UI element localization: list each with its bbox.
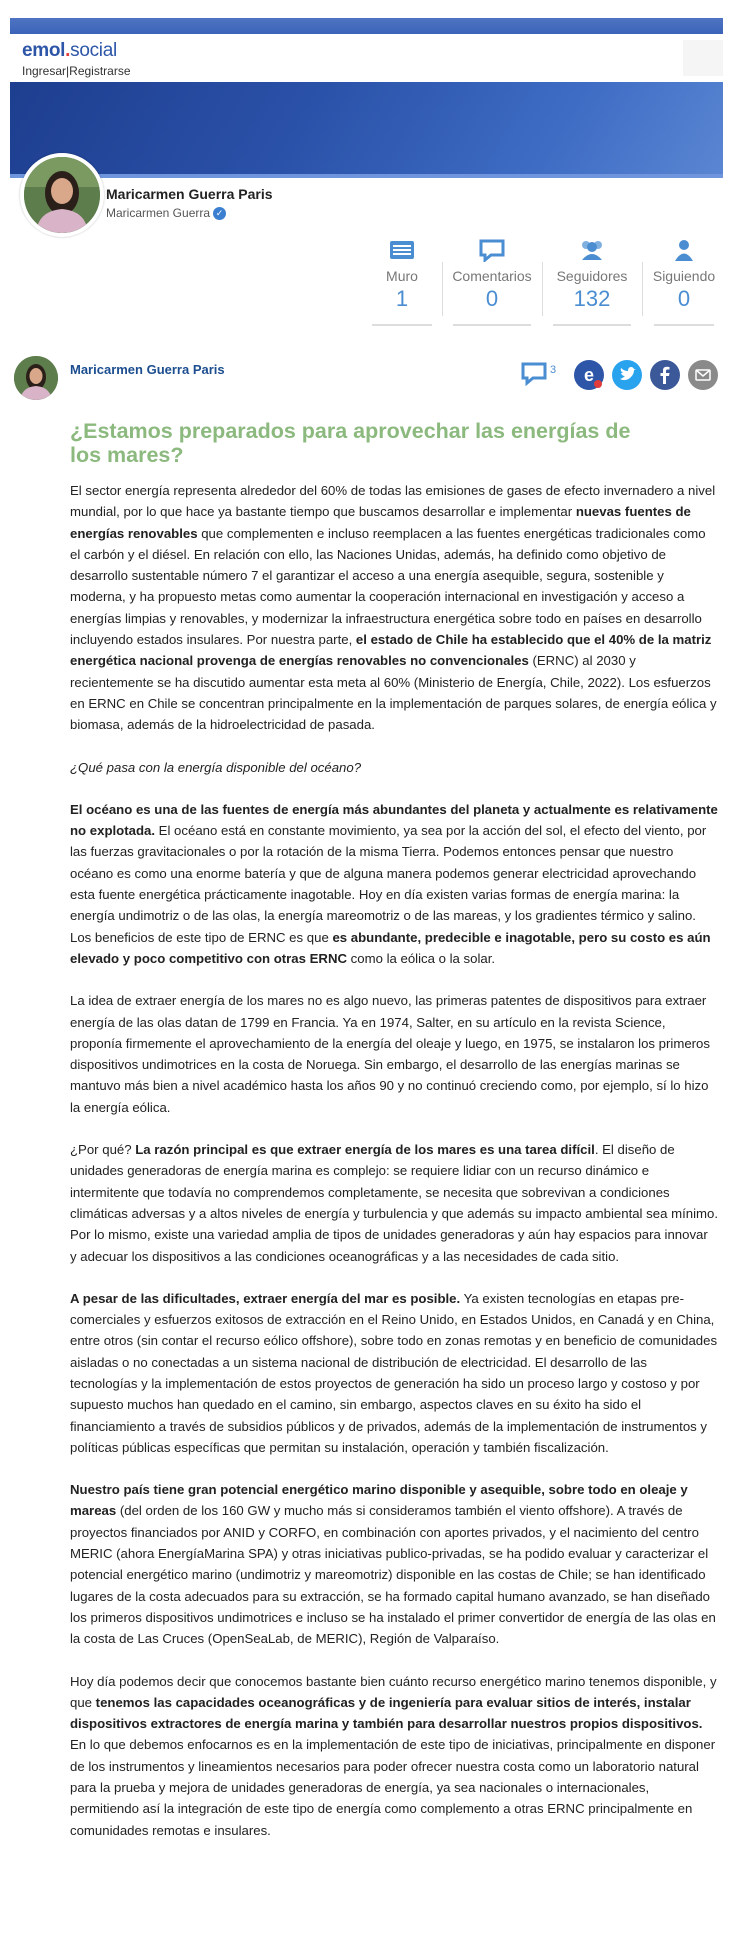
share-email-button[interactable]: [688, 360, 718, 395]
stat-label: Muro: [386, 268, 418, 284]
emol-social-logo[interactable]: emol.social: [22, 40, 117, 61]
bold-text: A pesar de las dificultades, extraer energía del mar es posible.: [70, 1290, 461, 1306]
article-paragraph: [70, 1479, 718, 1649]
article-paragraph: [70, 1288, 718, 1458]
stat-comentarios[interactable]: [450, 238, 534, 326]
wall-icon: [388, 238, 416, 262]
stat-seguidores[interactable]: [550, 238, 634, 326]
article-paragraph: [70, 757, 718, 778]
paragraph-text: El sector energía representa alrededor del 60% de todas las emisiones de gases de efecto invernadero a nivel mundial, por lo que hace ya bastante tiempo que buscamos desarrollar e implementar: [70, 483, 716, 520]
article-paragraph: [70, 1139, 718, 1267]
register-link[interactable]: Registrarse: [69, 64, 131, 78]
avatar-photo: [24, 157, 100, 233]
share-emol-button[interactable]: [574, 360, 604, 395]
bold-text: nuevas fuentes de energías renovables: [70, 504, 691, 541]
comments-link[interactable]: [521, 362, 561, 390]
comment-icon: [521, 362, 547, 386]
paragraph-text: El océano está en constante movimiento, ya sea por la acción del sol, el efecto del viento, por las fuerzas gravitacionales o por la rotación de la misma Tierra. Podemos entonces pensar que nuestro océano es como una enorme batería y que de alguna manera podemos generar electricidad aprovechando esta fuente energética prácticamente inagotable. Hoy en día existen varias formas de energía marina: la energía undimotriz o de las olas, la energía mareomotriz o de las mareas, y los gradientes térmico y salino. Los beneficios de este tipo de ERNC es que: [70, 823, 707, 945]
paragraph-text: (del orden de los 160 GW y mucho más si consideramos también el viento offshore). A través de proyectos financiados por ANID y CORFO, en combinación con aportes privados, y el nacimiento del centro MERIC (ahora EnergíaMarina SPA) y otras iniciativas publico-privadas, se ha podido evaluar y caracterizar el potencial energético marino (undimotriz y mareomotriz) disponible en las costas de Chile; se han identificado lugares de la costa adecuados para su extracción, se ha formado capital humano avanzado, se han diseñado los primeros dispositivos undimotrices e incluso se ha instalado el primer convertidor de energía de las olas en la costa de Las Cruces (OpenSeaLab, de MERIC), Región de Valparaíso.: [70, 1503, 716, 1647]
facebook-icon: [650, 360, 680, 390]
bold-text: El océano es una de las fuentes de energía más abundantes del planeta y actualmente es relativamente no explotada.: [70, 801, 718, 839]
paragraph-text: como la eólica o la solar.: [347, 950, 496, 966]
paragraph-text: que complementen e incluso reemplacen a las fuentes energéticas tradicionales como el carbón y el diésel. En relación con ello, las Naciones Unidas, además, ha definido como objetivo de desarrollo sustentable número 7 el garantizar el acceso a una energía asequible, segura, sostenible y moderna, y ha propuesto metas como aumentar la cooperación internacional en investigación y acceso a energías limpias y renovables, y modernizar la infraestructura energética sobre todo en países en desarrollo incluyendo estados insulares. Por nuestra parte,: [70, 525, 706, 648]
bold-text: La razón principal es que extraer energía de los mares es una tarea difícil: [135, 1142, 595, 1158]
cover-banner: [10, 82, 723, 178]
svg-text:e: e: [583, 365, 595, 385]
auth-links: [22, 64, 131, 78]
comment-icon: [478, 238, 506, 262]
stat-value: 132: [573, 286, 611, 311]
verified-badge-icon: ✓: [213, 207, 226, 220]
stat-value: 0: [485, 286, 499, 311]
bold-text: Nuestro país tiene gran potencial energético marino disponible y asequible, sobre todo en oleaje y mareas: [70, 1482, 688, 1519]
author-avatar[interactable]: [14, 356, 58, 400]
share-twitter-button[interactable]: [612, 360, 642, 395]
post-author-name[interactable]: Maricarmen Guerra Paris: [70, 362, 225, 377]
email-icon: [688, 360, 718, 390]
stat-label: Seguidores: [556, 268, 628, 284]
stat-muro[interactable]: [370, 238, 434, 326]
bold-text: tenemos las capacidades oceanográficas y de ingeniería para evaluar sitios de interés, instalar dispositivos extractores de energía marina y también para desarrollar nuestros propios dispositivos.: [70, 1694, 703, 1732]
stat-value: 1: [395, 286, 409, 311]
paragraph-text: La idea de extraer energía de los mares no es algo nuevo, las primeras patentes de dispositivos para extraer energía de las olas datan de 1799 en Francia. Ya en 1974, Salter, en su artículo en la revista Science, proponía firmemente el aprovechamiento de la energía del oleaje y luego, en 1975, se instalaron los primeros dispositivos undimotrices en la costa de Noruega. Sin embargo, el desarrollo de las energías marinas se mantuvo más bien a nivel académico hasta los años 90 y no continuó creciendo como, por ejemplo, sí lo hizo la energía eólica.: [70, 993, 710, 1115]
profile-username: Maricarmen Guerra ✓: [106, 206, 226, 220]
post-author-row: [14, 356, 724, 402]
paragraph-text: Hoy día podemos decir que conocemos bastante bien cuánto recurso energético marino tenemos disponible, y que: [70, 1673, 717, 1710]
stat-label: Siguiendo: [652, 268, 716, 284]
twitter-icon: [612, 360, 642, 390]
stat-siguiendo[interactable]: [650, 238, 718, 326]
following-icon: [670, 238, 698, 262]
login-link[interactable]: Ingresar: [22, 64, 67, 78]
article-paragraph: [70, 1671, 718, 1841]
article-paragraph: [70, 990, 718, 1118]
followers-icon: [578, 238, 606, 262]
stat-value: 0: [677, 286, 691, 311]
paragraph-text: Ya existen tecnologías en etapas pre-comerciales y esfuerzos exitosos de extracción en el Reino Unido, en Estados Unidos, en Canadá y en China, entre otros (sin contar el recurso eólico offshore), sobre todo en zonas remotas y en beneficio de comunidades aisladas o no conectadas a un sistema nacional de distribución de electricidad. El desarrollo de las tecnologías y la implementación de estos proyectos de generación ha sido un proceso largo y costoso y por supuesto muchos han quedado en el camino, sin embargo, aspectos claves en su éxito ha sido el financiamiento a través de subsidios públicos y de privados, además de la implementación de instrumentos y políticas públicas específicas que permitan su instalación, operación y también fiscalización.: [70, 1290, 718, 1455]
article-paragraph: [70, 480, 718, 736]
article-body: [70, 480, 718, 1862]
paragraph-text: En lo que debemos enfocarnos es en la implementación de este tipo de iniciativas, principalmente en disponer de los instrumentos y lineamientos necesarios para poder ofrecer nuestra costa como un laboratorio natural para la prueba y mejora de unidades generadoras de energía, ya sea nacionales o internacionales, permitiendo así la integración de este tipo de energía como complemento a otras ERNC principalmente en comunidades remotas e insulares.: [70, 1737, 716, 1838]
avatar-photo: [14, 356, 58, 400]
paragraph-text: . El diseño de unidades generadoras de energía marina es complejo: se requiere lidiar con un recurso dinámico e intermitente que todavía no comprendemos completamente, se necesita que sobrevivan a condiciones climáticas adversas y a altos niveles de energía y turbulencia y que además su impacto ambiental sea mínimo. Por lo mismo, existe una variedad amplia de tipos de unidades generadoras y aún hay espacios para innovar y adecuar los dispositivos a las condiciones oceanográficas y a las necesidades de cada sitio.: [70, 1142, 718, 1264]
header-bar: [10, 34, 723, 82]
paragraph-text: ¿Por qué?: [70, 1142, 136, 1158]
bold-text: es abundante, predecible e inagotable, pero su costo es aún elevado y poco competitivo con otras ERNC: [70, 929, 711, 966]
header-placeholder: [683, 40, 723, 76]
top-strip: [10, 18, 723, 34]
article-paragraph: [70, 799, 718, 969]
emol-icon: [574, 360, 604, 390]
bold-text: el estado de Chile ha establecido que el 40% de la matriz energética nacional provenga de energías renovables no convencionales: [70, 632, 712, 669]
auth-separator: |: [66, 64, 70, 78]
paragraph-text: (ERNC) al 2030 y recientemente se ha discutido aumentar esta meta al 60% (Ministerio de Energía, Chile, 2022). Los esfuerzos en ERNC en Chile se concentran principalmente en la implementación de parques solares, de energía eólica y biomasa, además de la hidroelectricidad de pasada.: [70, 653, 717, 733]
italic-text: ¿Qué pasa con la energía disponible del océano?: [70, 759, 362, 775]
article-title: ¿Estamos preparados para aprovechar las energías de los mares?: [70, 419, 631, 467]
profile-avatar[interactable]: [20, 153, 104, 237]
share-facebook-button[interactable]: [650, 360, 680, 395]
comment-count: 3: [550, 364, 557, 376]
stat-label: Comentarios: [452, 268, 532, 284]
profile-name: Maricarmen Guerra Paris: [106, 186, 273, 202]
profile-stats: [370, 238, 720, 328]
